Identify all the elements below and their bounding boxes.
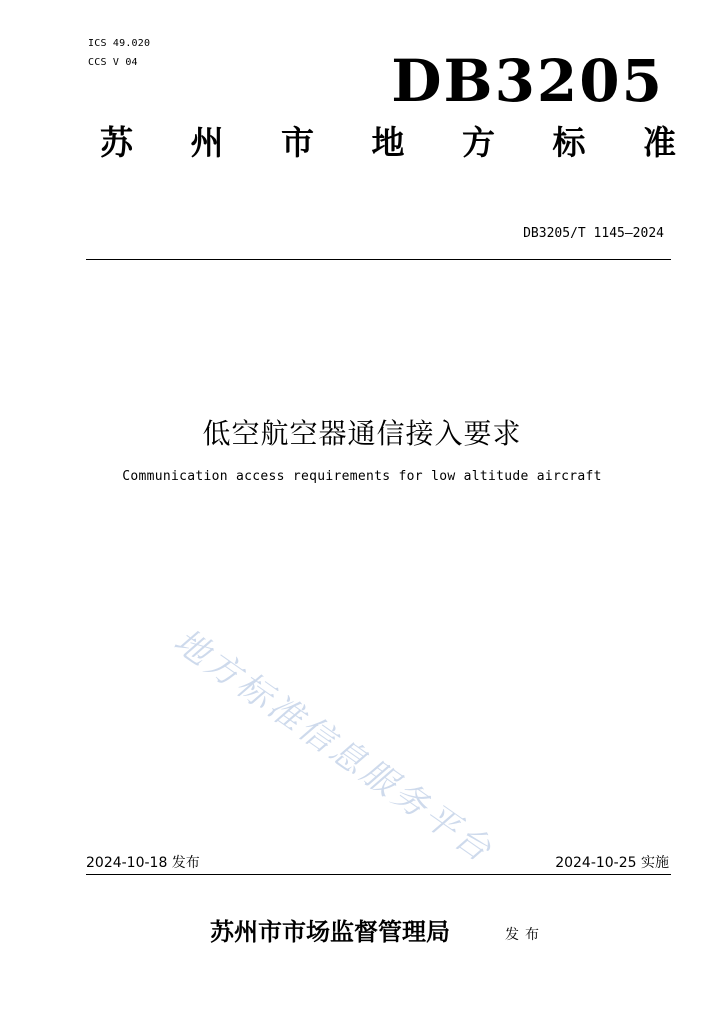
top-divider bbox=[86, 259, 671, 260]
standard-type bbox=[100, 123, 676, 162]
standard-type-char: 市 bbox=[281, 123, 314, 162]
db-code: DB3205 bbox=[391, 47, 664, 115]
implementation-date: 2024-10-25 实施 bbox=[555, 855, 669, 871]
standard-type-char: 州 bbox=[190, 123, 224, 162]
issuer-name: 苏州市市场监督管理局 bbox=[210, 917, 450, 946]
issuer-suffix: 发布 bbox=[505, 927, 545, 943]
standard-number: DB3205/T 1145—2024 bbox=[523, 226, 664, 241]
standard-type-char: 准 bbox=[643, 123, 676, 162]
standard-type-char: 苏 bbox=[100, 123, 133, 162]
bottom-divider bbox=[86, 874, 671, 875]
standard-type-char: 标 bbox=[552, 123, 586, 162]
ics-code: ICS 49.020 bbox=[88, 38, 151, 49]
ccs-code: CCS V 04 bbox=[88, 57, 138, 68]
title-english: Communication access requirements for low altitude aircraft bbox=[122, 469, 602, 484]
issue-date: 2024-10-18 发布 bbox=[86, 855, 200, 871]
title-chinese: 低空航空器通信接入要求 bbox=[202, 417, 522, 450]
watermark: 地方标准信息服务平台 bbox=[166, 620, 501, 872]
standard-type-char: 地 bbox=[371, 123, 405, 162]
standard-type-char: 方 bbox=[462, 123, 495, 162]
